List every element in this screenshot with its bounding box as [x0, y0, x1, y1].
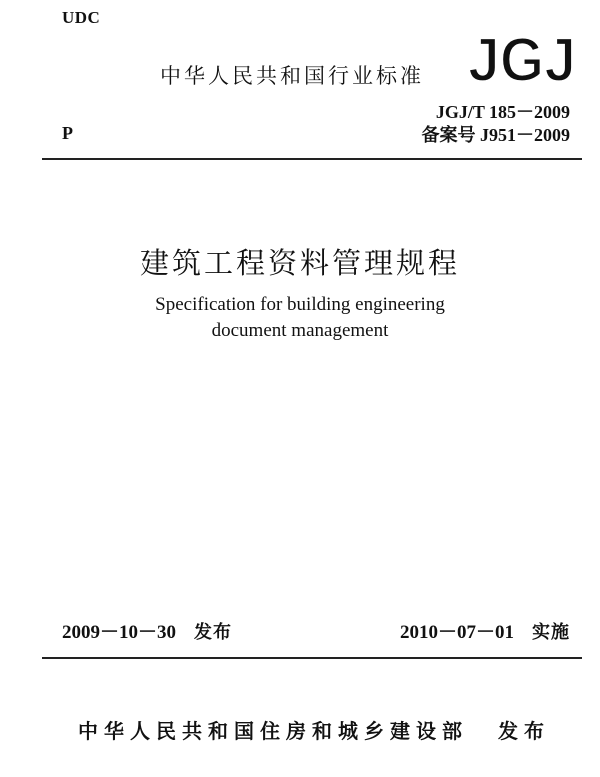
classification-code: P — [62, 123, 73, 143]
jgj-logo — [466, 26, 578, 90]
title-en-line1: Specification for building engineering — [155, 294, 445, 315]
issuer-category: 中华人民共和国行业标准 — [160, 64, 424, 88]
standard-number: JGJ/T 185－2009 — [435, 102, 570, 122]
top-divider — [42, 158, 582, 160]
standard-numbers — [422, 101, 571, 147]
document-title-en — [0, 292, 600, 344]
effective-date: 2010－07－01 — [399, 622, 514, 643]
issue-date-block — [62, 617, 232, 644]
title-en-line2: document management — [211, 320, 389, 341]
jgj-logo-text: JGJ — [468, 26, 576, 90]
effective-date-block — [400, 617, 570, 644]
effective-label: 实施 — [532, 622, 570, 643]
issue-date: 2009－10－30 — [62, 622, 177, 643]
publisher-name: 中华人民共和国住房和城乡建设部 — [78, 719, 468, 743]
bottom-divider — [42, 657, 582, 659]
publish-label: 发布 — [498, 719, 550, 743]
filing-number: 备案号 J951－2009 — [421, 125, 570, 145]
issue-label: 发布 — [194, 622, 233, 643]
publisher-line — [78, 715, 550, 744]
udc-label: UDC — [62, 8, 101, 27]
document-title-cn: 建筑工程资料管理规程 — [139, 246, 460, 280]
